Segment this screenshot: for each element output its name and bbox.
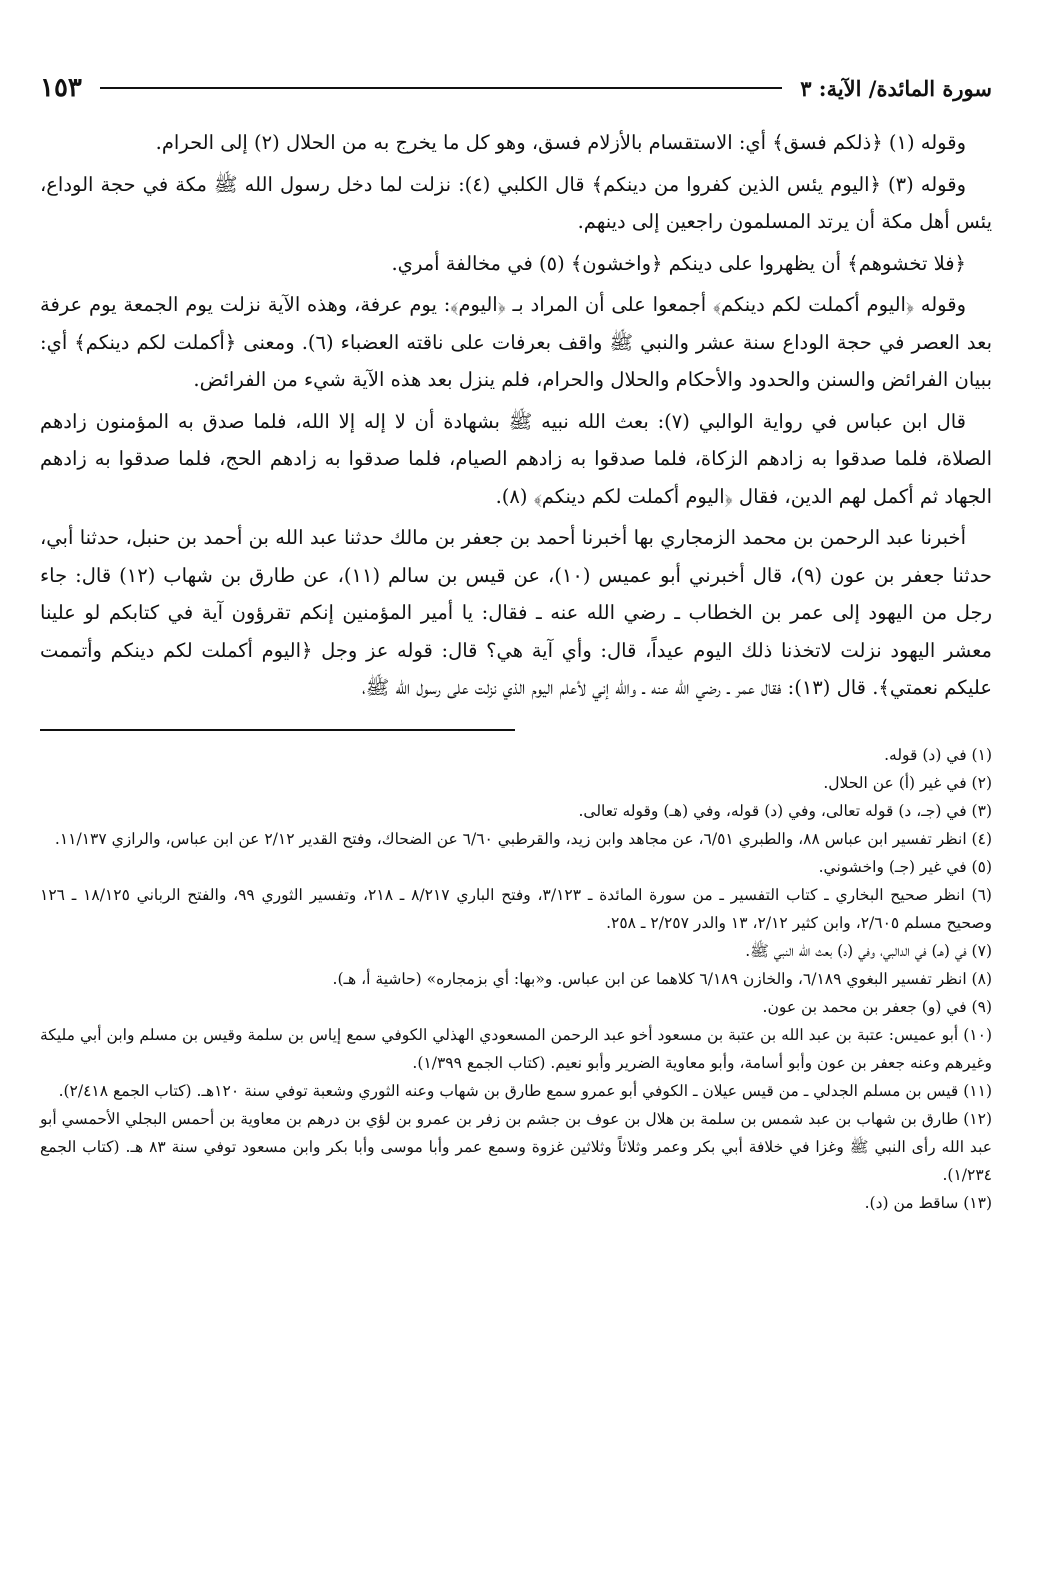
running-header bbox=[40, 62, 992, 114]
footnote-12: (١٢) طارق بن شهاب بن عبد شمس بن سلمة بن هلال بن عوف بن جشم بن زفر بن عمرو بن لؤي بن درهم بن معاوية بن أحمس البجلي الأحمسي أبو عبد الله رأى النبي ﷺ وغزا في خلافة أبي بكر وعمر وثلاثاً وثلاثين غزوة وسمع عمر وأبا موسى وأبا بكر وابن مسعود توفي سنة ٨٣ هـ. (كتاب الجمع ١/٢٣٤). bbox=[40, 1109, 992, 1184]
paragraph-4: وقوله ﴿اليوم أكملت لكم دينكم﴾ أجمعوا على أن المراد بـ ﴿اليوم﴾: يوم عرفة، وهذه الآية نزلت يوم الجمعة يوم عرفة بعد العصر في حجة الوداع سنة عشر والنبي ﷺ واقف بعرفات على ناقته العضباء (٦). ومعنى ﴿أكملت لكم دينكم﴾ أي: ببيان الفرائض والسنن والحدود والأحكام والحلال والحرام، فلم ينزل بعد هذه الآية شيء من الفرائض. bbox=[40, 293, 992, 391]
book-page bbox=[40, 62, 992, 1217]
main-text bbox=[40, 124, 992, 707]
footnote-13: (١٣) ساقط من (د). bbox=[864, 1193, 992, 1212]
footnote-4: (٤) انظر تفسير ابن عباس ٨٨، والطبري ٦/٥١، عن مجاهد وابن زيد، والقرطبي ٦/٦٠ عن الضحاك، وفتح القدير ٢/١٢ عن ابن عباس، والرازي ١١/١٣٧. bbox=[54, 829, 992, 848]
header-rule bbox=[100, 87, 782, 89]
surah-title: سورة المائدة/ الآية: ٣ bbox=[800, 75, 992, 101]
footnote-1: (١) في (د) قوله. bbox=[884, 745, 992, 764]
page-number: ١٥٣ bbox=[40, 73, 82, 103]
footnote-8: (٨) انظر تفسير البغوي ٦/١٨٩، والخازن ٦/١٨٩ كلاهما عن ابن عباس. و«بها: أي بزمجاره» (حاشية أ، هـ). bbox=[332, 969, 992, 988]
footnote-2: (٢) في غير (أ) عن الحلال. bbox=[823, 773, 992, 792]
footnote-5: (٥) في غير (جـ) واخشوني. bbox=[818, 857, 992, 876]
paragraph-3: ﴿فلا تخشوهم﴾ أن يظهروا على دينكم ﴿واخشون﴾ (٥) في مخالفة أمري. bbox=[391, 251, 966, 275]
footnote-separator bbox=[40, 729, 515, 731]
paragraph-5: قال ابن عباس في رواية الوالبي (٧): بعث الله نبيه ﷺ بشهادة أن لا إله إلا الله، فلما صدق به المؤمنون زادهم الصلاة، فلما صدقوا به زادهم الزكاة، فلما صدقوا به زادهم الصيام، فلما صدقوا به زادهم الحج، فلما صدقوا به زادهم الجهاد ثم أكمل لهم الدين، فقال ﴿اليوم أكملت لكم دينكم﴾ (٨). bbox=[40, 409, 992, 508]
footnotes bbox=[40, 741, 992, 1217]
paragraph-6: أخبرنا عبد الرحمن بن محمد الزمجاري بها أخبرنا أحمد بن جعفر بن مالك حدثنا عبد الله بن أحمد بن حنبل، حدثنا أبي، حدثنا جعفر بن عون (٩)، قال أخبرني أبو عميس (١٠)، عن قيس بن سالم (١١)، عن طارق بن شهاب (١٢) قال: جاء رجل من اليهود إلى عمر بن الخطاب ـ رضي الله عنه ـ فقال: يا أمير المؤمنين إنكم تقرؤون آية في كتابكم لو علينا معشر اليهود نزلت لاتخذنا ذلك اليوم عيداً، قال: وأي آية هي؟ قال: قوله عز وجل ﴿اليوم أكملت لكم دينكم وأتممت عليكم نعمتي﴾. قال (١٣): فقال عمر ـ رضي الله عنه ـ والله إني لأعلم اليوم الذي نزلت على رسول الله ﷺ، bbox=[40, 526, 992, 699]
footnote-10: (١٠) أبو عميس: عتبة بن عبد الله بن عتبة بن مسعود أخو عبد الرحمن المسعودي الهذلي الكوفي سمع إياس بن سلمة وقيس بن مسلم وابن أبي مليكة وغيرهم وعنه جعفر بن عون وأبو أسامة، وأبو معاوية الضرير وأبو نعيم. (كتاب الجمع ١/٣٩٩). bbox=[40, 1025, 992, 1072]
footnote-3: (٣) في (جـ، د) قوله تعالى، وفي (د) قوله، وفي (هـ) وقوله تعالى. bbox=[578, 801, 992, 820]
footnote-11: (١١) قيس بن مسلم الجدلي ـ من قيس عيلان ـ الكوفي أبو عمرو سمع طارق بن شهاب وعنه الثوري وشعبة توفي سنة ١٢٠هـ. (كتاب الجمع ٢/٤١٨). bbox=[58, 1081, 992, 1100]
footnote-6: (٦) انظر صحيح البخاري ـ كتاب التفسير ـ من سورة المائدة ـ ٣/١٢٣، وفتح الباري ٨/٢١٧ ـ ٢١٨، وتفسير الثوري ٩٩، والفتح الرباني ١٨/١٢٥ ـ ١٢٦ وصحيح مسلم ٢/٦٠٥، وابن كثير ٢/١٢، ١٣ والدر ٢/٢٥٧ ـ ٢٥٨. bbox=[40, 885, 992, 932]
paragraph-1: وقوله (١) ﴿ذلكم فسق﴾ أي: الاستقسام بالأزلام فسق، وهو كل ما يخرج به من الحلال (٢) إلى الحرام. bbox=[155, 131, 966, 154]
footnote-7: (٧) في (هـ) في الدالبي، وفي (د) بعث الله النبي ﷺ. bbox=[745, 941, 992, 960]
footnote-9: (٩) في (و) جعفر بن محمد بن عون. bbox=[762, 997, 992, 1016]
paragraph-2: وقوله (٣) ﴿اليوم يئس الذين كفروا من دينكم﴾ قال الكلبي (٤): نزلت لما دخل رسول الله ﷺ مكة في حجة الوداع، يئس أهل مكة أن يرتد المسلمون راجعين إلى دينهم. bbox=[40, 172, 992, 233]
